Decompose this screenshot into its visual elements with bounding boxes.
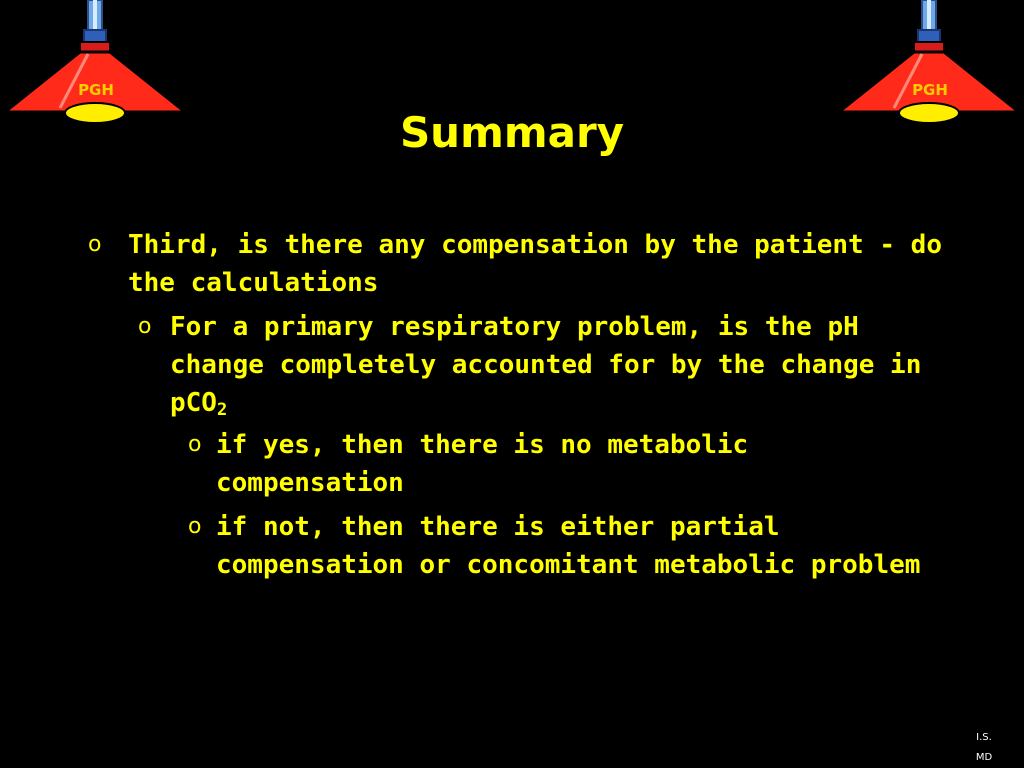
bullet-marker: o xyxy=(138,314,152,339)
subscript: 2 xyxy=(216,400,228,420)
bullet-marker: o xyxy=(88,232,102,257)
bullet-text: if yes, then there is no metabolic compensation xyxy=(216,430,749,498)
slide-title: Summary xyxy=(399,108,625,157)
bullet-text xyxy=(170,308,950,422)
author-initials-line-1: I.S. xyxy=(976,732,992,743)
bullet-level-3 xyxy=(188,426,936,502)
bullet-level-1 xyxy=(88,226,948,302)
bullet-level-3 xyxy=(188,508,936,584)
bullet-marker: o xyxy=(188,432,202,457)
author-initials-line-2: MD xyxy=(975,752,993,763)
bullet-text: Third, is there any compensation by the patient - do the calculations xyxy=(128,230,942,298)
bullet-level-2 xyxy=(138,308,950,422)
author-initials xyxy=(960,728,1008,768)
lamp-logo-text: PGH xyxy=(78,81,114,99)
bullet-text: if not, then there is either partial compensation or concomitant metabolic problem xyxy=(216,512,921,580)
bullet-marker: o xyxy=(188,514,202,539)
bullet-text-main: For a primary respiratory problem, is the pH change completely accounted for by the change in pCO xyxy=(170,312,922,418)
lamp-logo-text: PGH xyxy=(912,81,948,99)
